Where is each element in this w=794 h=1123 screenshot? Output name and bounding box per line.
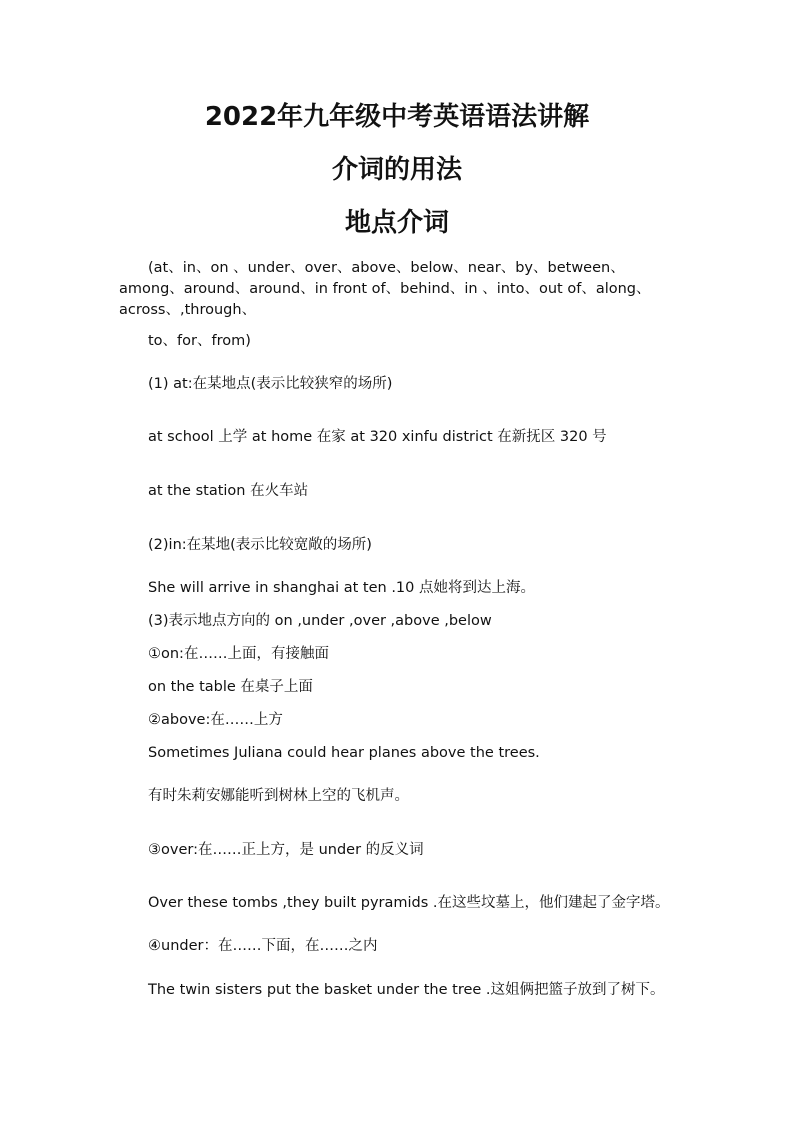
body-line: ②above:在……上方 bbox=[148, 712, 283, 728]
body-line: Over these tombs ,they built pyramids .在这些坟墓上，他们建起了金字塔。 bbox=[148, 895, 670, 911]
body-line: She will arrive in shanghai at ten .10 点她将到达上海。 bbox=[148, 580, 535, 596]
body-line: ④under：在……下面，在……之内 bbox=[148, 938, 378, 954]
body-line: ③over:在……正上方，是 under 的反义词 bbox=[148, 842, 424, 858]
document-title: 2022年九年级中考英语语法讲解 bbox=[204, 102, 590, 132]
body-line: Sometimes Juliana could hear planes above the trees. bbox=[148, 745, 540, 761]
body-line: ①on:在……上面，有接触面 bbox=[148, 646, 329, 662]
document-subtitle: 介词的用法 bbox=[331, 155, 462, 185]
body-line: (3)表示地点方向的 on ,under ,over ,above ,below bbox=[148, 613, 492, 629]
body-line: (1) at:在某地点(表示比较狭窄的场所) bbox=[148, 376, 393, 392]
body-line: on the table 在桌子上面 bbox=[148, 679, 313, 695]
body-line: (2)in:在某地(表示比较宽敞的场所) bbox=[148, 537, 372, 553]
intro-line: (at、in、on 、under、over、above、below、near、by、between、 bbox=[148, 260, 625, 276]
section-heading: 地点介词 bbox=[344, 208, 449, 238]
body-line: to、for、from) bbox=[148, 333, 251, 349]
intro-line: among、around、around、in front of、behind、in 、into、out of、along、 bbox=[119, 281, 651, 297]
intro-line: across、,through、 bbox=[119, 302, 257, 318]
body-line: 有时朱莉安娜能听到树林上空的飞机声。 bbox=[148, 788, 409, 804]
body-line: at the station 在火车站 bbox=[148, 483, 309, 499]
body-line: The twin sisters put the basket under the tree .这姐俩把篮子放到了树下。 bbox=[148, 982, 665, 998]
body-line: at school 上学 at home 在家 at 320 xinfu district 在新抚区 320 号 bbox=[148, 429, 607, 445]
